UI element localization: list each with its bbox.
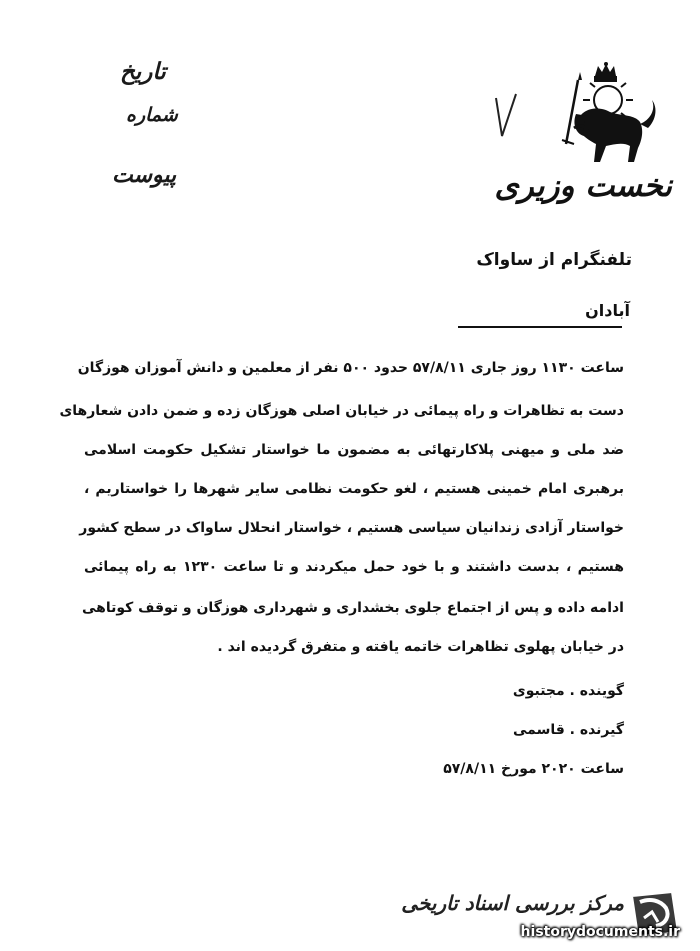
body-line: برهبری امام خمینی هستیم ، لغو حکومت نظامی سایر شهرها را خواستاریم ، [84, 481, 624, 497]
attachment-label: پیوست [112, 162, 177, 188]
speaker-line: گوینده . مجتبوی [512, 683, 624, 699]
receiver-line: گیرنده . قاسمی [513, 722, 624, 738]
watermark-title: مرکز بررسی اسناد تاریخی [401, 891, 624, 915]
number-label: شماره [126, 104, 178, 126]
body-line: خواستار آزادی زندانیان سیاسی هستیم ، خواستار انحلال ساواک در سطح کشور [79, 520, 624, 536]
checkmark-icon [493, 92, 519, 142]
watermark-url: historydocuments.ir [520, 924, 680, 940]
body-line: ضد ملی و میهنی پلاکارتهائی به مضمون ما خواستار تشکیل حکومت اسلامی [84, 442, 624, 458]
date-label: تاریخ [120, 58, 166, 85]
city-underline [458, 326, 622, 328]
body-line: دست به تظاهرات و راه پیمائی در خیابان اصلی هوزگان زده و ضمن دادن شعارهای [59, 403, 624, 419]
lion-and-sun-emblem-icon [548, 62, 660, 170]
body-line: هستیم ، بدست داشتند و با خود حمل میکردند و تا ساعت ۱۲۳۰ به راه پیمائی [84, 559, 624, 575]
body-line: ساعت ۱۱۳۰ روز جاری ۵۷/۸/۱۱ حدود ۵۰۰ نفر از معلمین و دانش آموزان هوزگان [77, 360, 624, 376]
timestamp-line: ساعت ۲۰۲۰ مورخ ۵۷/۸/۱۱ [443, 761, 624, 777]
body-line: ادامه داده و پس از اجتماع جلوی بخشداری و شهرداری هوزگان و توقف کوتاهی [81, 600, 624, 616]
destination-city: آبادان [585, 301, 630, 320]
document-type: تلفنگرام از ساواک [476, 250, 632, 270]
ministry-title: نخست وزیری [494, 168, 672, 204]
body-line: در خیابان پهلوی تظاهرات خاتمه یافته و متفرق گردیده اند . [217, 639, 624, 655]
